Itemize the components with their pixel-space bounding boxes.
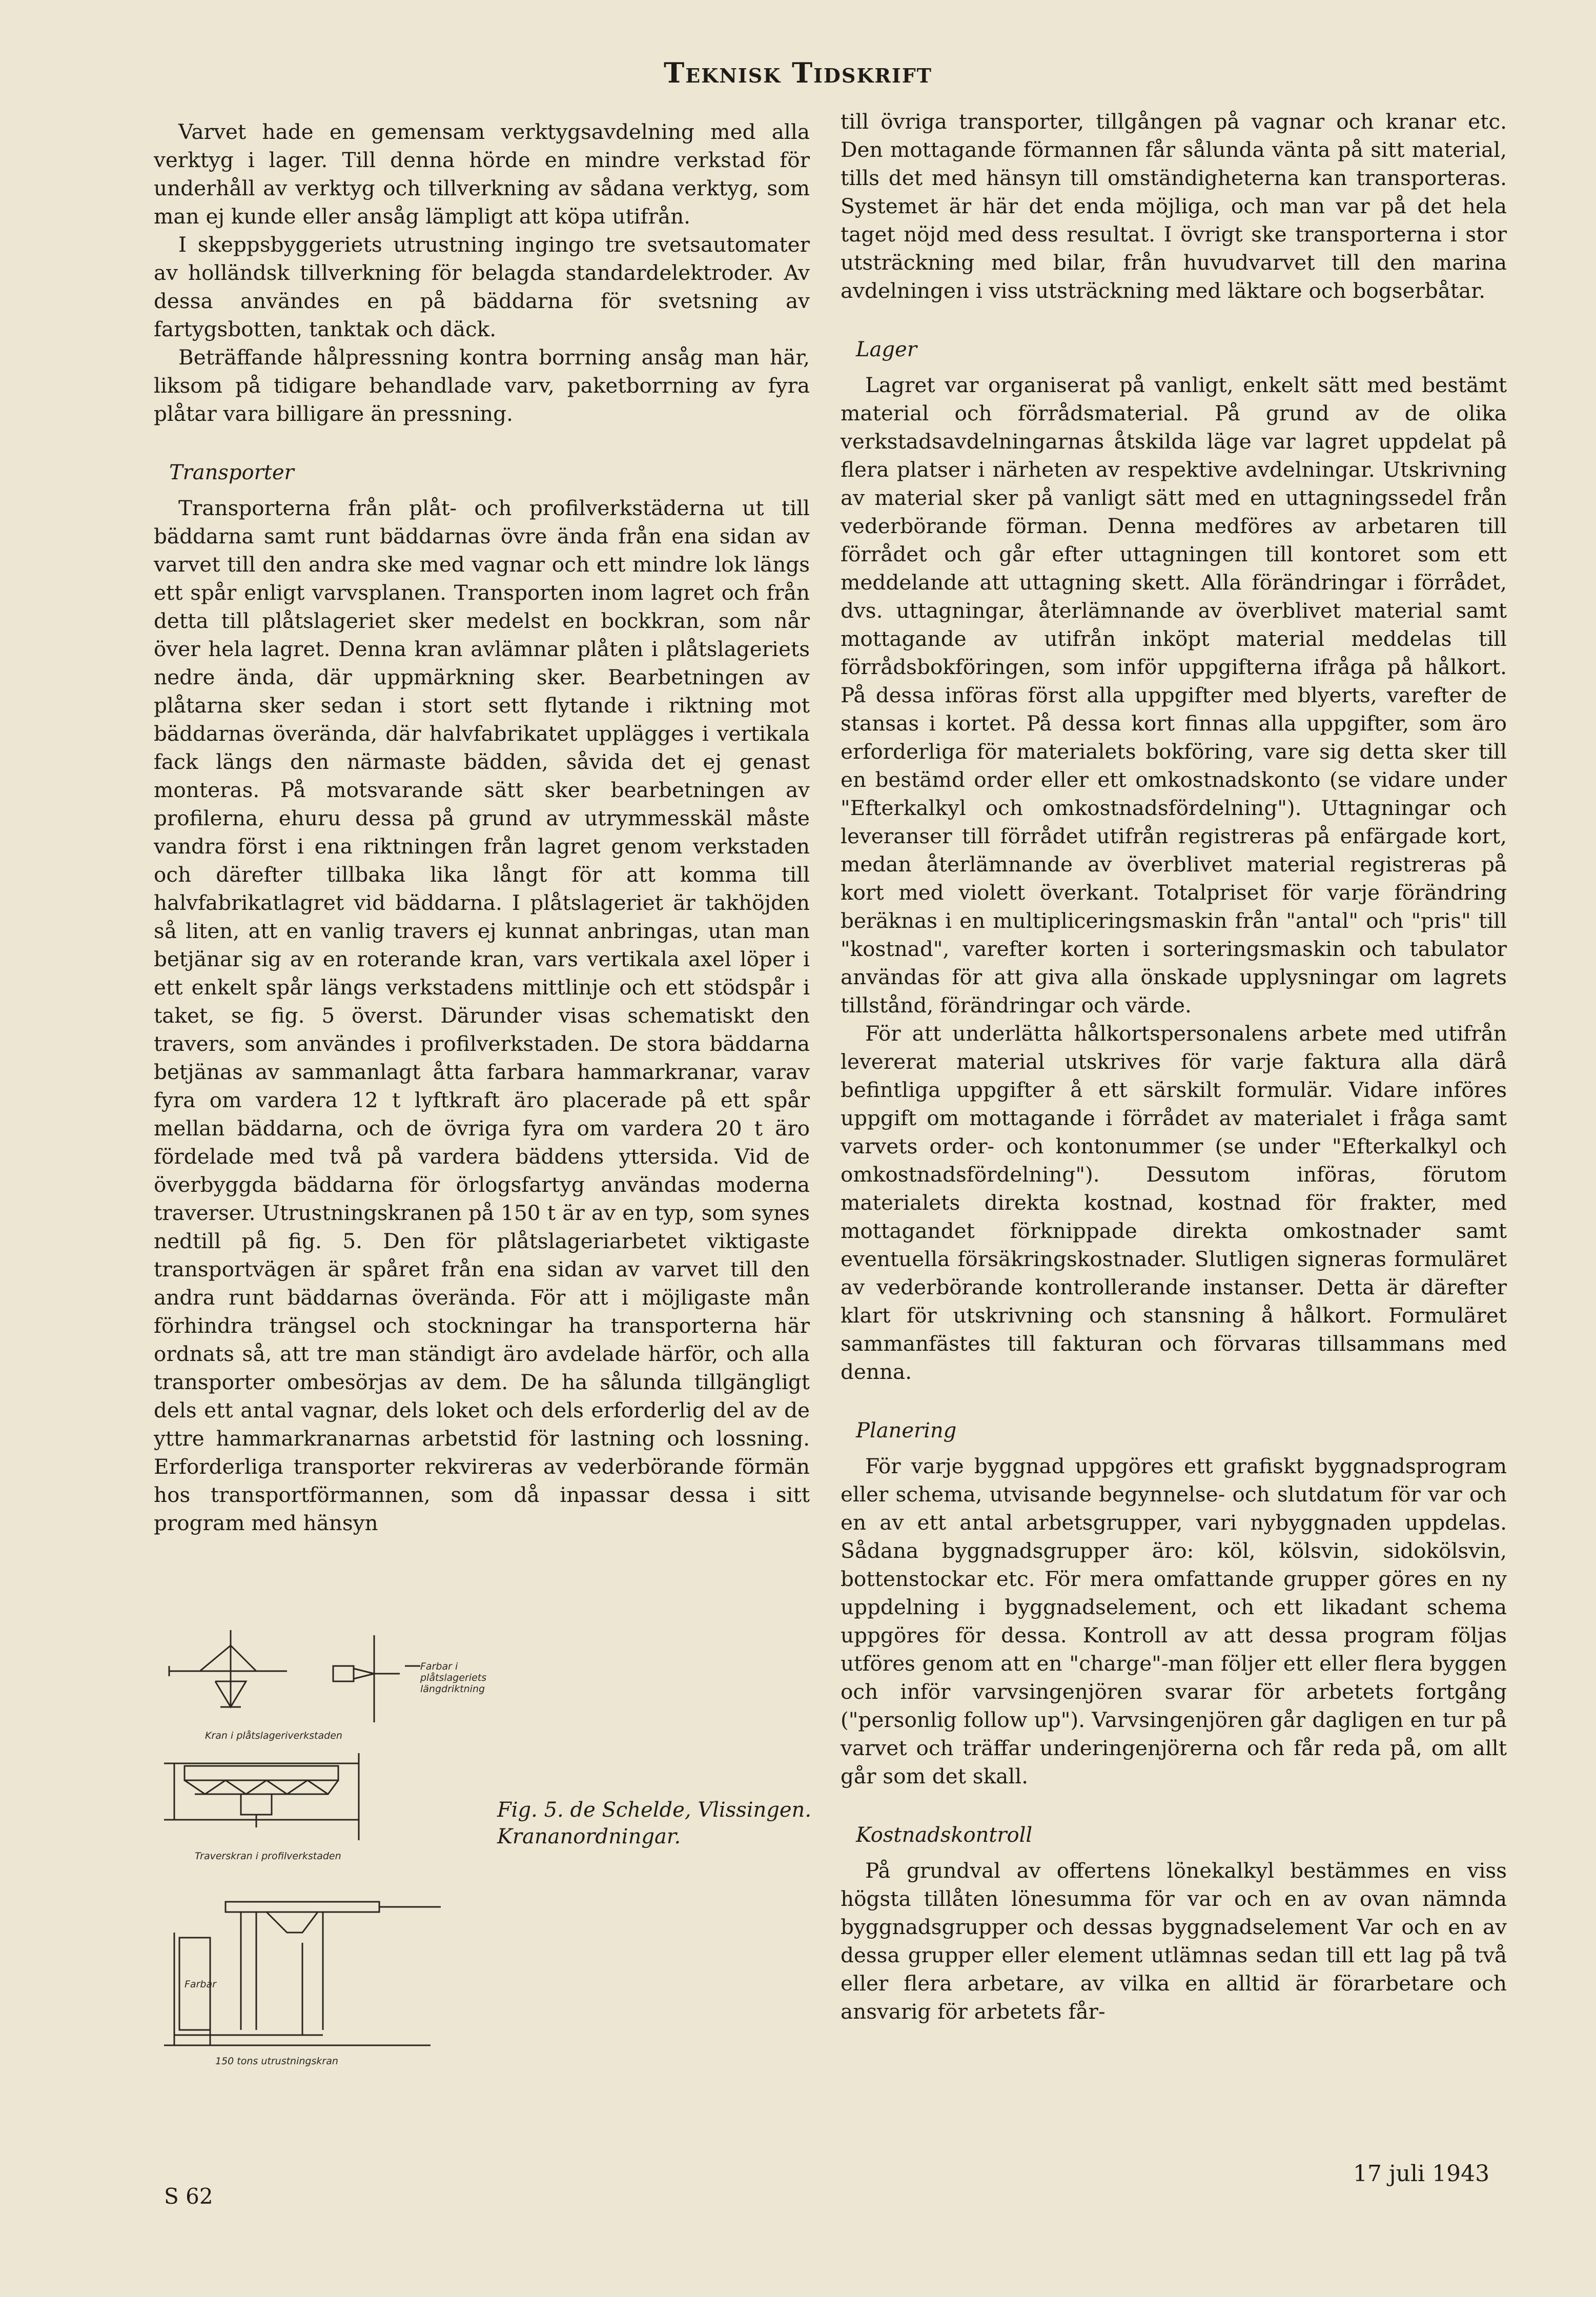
paragraph: Beträffande hålpressning kontra borrning ansåg man här, liksom på tidigare behandlade varv, paketborrning av fyra plåtar vara billigare än pressning.	[154, 345, 810, 426]
caption-line: Fig. 5. de Schelde, Vlissingen.	[497, 1798, 812, 1822]
figure-label: Farbar i plåtslageriets längdriktning	[420, 1661, 487, 1695]
paragraph: till övriga transporter, tillgången på vagnar och kranar etc. Den mottagande förmannen får sålunda vänta på sitt material, tills det med hänsyn till omständigheterna kan transporteras. Systemet är här det enda möjliga, och man var på det hela taget nöjd med dess resultat. I övrigt ske transporterna i stor utsträckning med bilar, från huvudvarvet till den marina avdelningen i viss utsträckning med läktare och bogserbåtar.	[841, 109, 1507, 303]
issue-date: 17 juli 1943	[1353, 2161, 1490, 2187]
figure-label: Farbar	[185, 1979, 216, 1990]
paragraph: Varvet hade en gemensam verktygsavdelning med alla verktyg i lager. Till denna hörde en mindre verkstad för underhåll av verktyg och tillverkning av sådana verktyg, som man ej kunde eller ansåg lämpligt att köpa utifrån.	[154, 119, 810, 229]
outfitting-crane-drawing	[164, 1902, 441, 2045]
journal-header: Teknisk Tidskrift	[664, 56, 932, 89]
figure-label: Kran i plåtslageriverkstaden	[205, 1730, 342, 1741]
paragraph: För varje byggnad uppgöres ett grafiskt byggnadsprogram eller schema, utvisande begynnelse- och slutdatum för var och en av ett antal arbetsgrupper, vari nybyggnaden uppdelas. Sådana byggnadsgrupper äro: köl, kölsvin, sidokölsvin, bottenstockar etc. För mera omfattande grupper göres en ny uppdelning i byggnadselement, och ett likadant schema uppgöres för dessa. Kontroll av att dessa program följas utföres genom att en "charge"-man följer ett eller flera byggen och inför varvsingenjören svarar för arbetets fortgång ("personlig follow up"). Varvsingenjören går dagligen en tur på varvet och träffar underingenjörerna och får reda på, om allt går som det skall.	[841, 1454, 1507, 1788]
paragraph: På grundval av offertens lönekalkyl bestämmes en viss högsta tillåten lönesumma för var och en av ovan nämnda byggnadsgrupper och dessas byggnadselement Var och en av dessa grupper eller element utlämnas sedan till ett lag på två eller flera arbetare, av vilka en alltid är förarbetare och ansvarig för arbetets får-	[841, 1858, 1507, 2024]
track-symbol-drawing	[333, 1635, 420, 1722]
rotating-crane-drawing	[169, 1630, 287, 1707]
page-number: S 62	[164, 2184, 213, 2209]
figure-label: Traverskran i profilverkstaden	[195, 1851, 341, 1862]
travelling-crane-drawing	[164, 1753, 359, 1840]
section-heading-lager: Lager	[856, 338, 917, 361]
paragraph: I skeppsbyggeriets utrustning ingingo tre svetsautomater av holländsk tillverkning för belagda standardelektroder. Av dessa användes en på bäddarna för svetsning av fartygsbotten, tanktak och däck.	[154, 232, 810, 341]
figure-5-cranes	[154, 1625, 835, 2086]
section-heading-kostnadskontroll: Kostnadskontroll	[856, 1823, 1033, 1847]
paragraph: Transporterna från plåt- och profilverkstäderna ut till bäddarna samt runt bäddarnas övre ända från ena sidan av varvet till den andra ske med vagnar och ett mindre lok längs ett spår enligt varvsplanen. Transporten inom lagret och från detta till plåtslageriet sker medelst en bockkran, som når över hela lagret. Denna kran avlämnar plåten i plåtslageriets nedre ända, där uppmärkning sker. Bearbetningen av plåtarna sker sedan i stort sett flytande i riktning mot bäddarnas överända, där halvfabrikatet uppläggеs i vertikala fack längs den närmaste bädden, såvida det ej genast monteras. På motsvarande sätt sker bearbetningen av profilerna, ehuru dessa på grund av utrymmesskäl måste vandra först i ena riktningen från lagret genom verkstaden och därefter tillbaka lika långt för att komma till halvfabrikatlagret vid bäddarna. I plåtslageriet är takhöjden så liten, att en vanlig travers ej kunnat anbringas, utan man betjänar sig av en roterande kran, vars vertikala axel löper i ett enkelt spår längs verkstadens mittlinje och ett stödspår i taket, se fig. 5 överst. Därunder visas schematiskt den travers, som användes i profilverkstaden. De stora bäddarna betjänas av sammanlagt åtta farbara hammarkranar, varav fyra om vardera 12 t lyftkraft äro placerade på ett spår mellan bäddarna, och de övriga fyra om vardera 20 t äro fördelade med två på vardera bäddens yttersida. Vid de överbyggda bäddarna för örlogsfartyg användas moderna traverser. Utrustningskranen på 150 t är av en typ, som synes nedtill på fig. 5. Den för plåtslageriarbetet viktigaste transportvägen är spåret från ena sidan av varvet till den andra runt bäddarnas överända. För att i möjligaste mån förhindra trängsel och stockningar ha transporterna här ordnats så, att tre man ständigt äro avdelade härför, och alla transporter ombesörjas av dem. De ha sålunda tillgängligt dels ett antal vagnar, dels loket och dels erforderlig del av de yttre hammarkranarnas arbetstid för lastning och lossning. Erforderliga transporter rekvireras av vederbörande förmän hos transportförmannen, som då inpassar dessa i sitt program med hänsyn	[154, 496, 810, 1535]
paragraph: För att underlätta hålkortspersonalens arbete med utifrån levererat material utskrives för varje faktura alla därå befintliga uppgifter å ett särskilt formulär. Vidare införes uppgift om mottagande i förrådet av materialet i fråga samt varvets order- och kontonummer (se under "Efterkalkyl och omkostnadsfördelning"). Dessutom införas, förutom materialets direkta kostnad, kostnad för frakter, med mottagandet förknippade direkta omkostnader samt eventuella försäkringskostnader. Slutligen signeras formuläret av vederbörande kontrollerande instanser. Detta är därefter klart för utskrivning och stansning å hålkort. Formuläret sammanfästes till fakturan och förvaras tillsammans med denna.	[841, 1021, 1507, 1384]
caption-line: Krananordningar.	[497, 1825, 681, 1848]
figure-label: 150 tons utrustningskran	[215, 2056, 338, 2067]
left-column	[154, 118, 810, 1537]
paragraph: Lagret var organiserat på vanligt, enkelt sätt med bestämt material och förrådsmaterial. På grund av de olika verkstadsavdelningarnas åtskilda läge var lagret uppdelat på flera platser i närheten av respektive avdelningar. Utskrivning av material sker på vanligt sätt med en uttagningssedel från vederbörande förman. Denna medföres av arbetaren till förrådet och går efter uttagningen till kontoret som ett meddelande att uttagning skett. Alla förändringar i förrådet, dvs. uttagningar, återlämnande av överblivet material samt mottagande av utifrån inköpt material meddelas till förrådsbokföringen, som inför uppgifterna ifråga på hålkort. På dessa införas först alla uppgifter med blyerts, varefter de stansas i kortet. På dessa kort finnas alla uppgifter, som äro erforderliga för materialets bokföring, vare sig detta sker till en bestämd order eller ett omkostnadskonto (se vidare under "Efterkalkyl och omkostnadsfördelning"). Uttagningar och leveranser till förrådet utifrån registreras på enfärgade kort, medan återlämnande av överblivet material registreras på kort med violett överkant. Totalpriset för varje förändring beräknas i en multipliceringsmaskin från "antal" och "pris" till "kostnad", varefter korten i sorteringsmaskin och tabulator användas för att giva alla önskade upplysningar om lagrets tillstånd, förändringar och värde.	[841, 373, 1507, 1018]
section-heading-planering: Planering	[856, 1419, 957, 1442]
right-column	[841, 108, 1507, 2026]
section-heading-transporter: Transporter	[169, 461, 294, 484]
figure-caption	[497, 1797, 856, 1850]
